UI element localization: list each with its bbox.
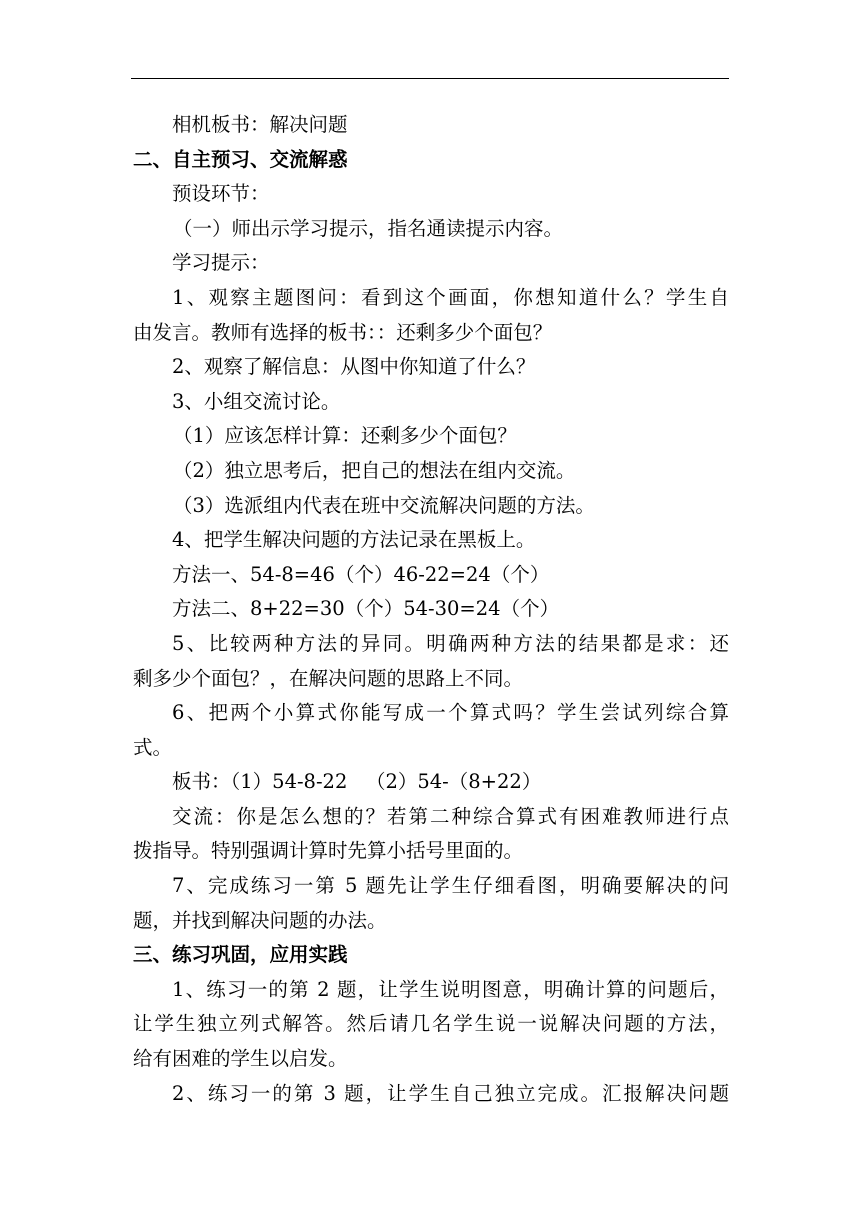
paragraph-line: 3、小组交流讨论。 (172, 389, 341, 413)
section-heading-3: 三、练习巩固，应用实践 (133, 943, 348, 967)
document-body (133, 108, 729, 1111)
paragraph-line: 剩多少个面包？，在解决问题的思路上不同。 (133, 666, 524, 690)
paragraph-line: 式。 (133, 735, 173, 759)
paragraph-line: 预设环节： (172, 182, 270, 206)
method-two-line: 方法二、8+22=30（个）54-30=24（个） (172, 597, 560, 621)
paragraph-line: 4、把学生解决问题的方法记录在黑板上。 (172, 528, 536, 552)
paragraph-line: 5、比较两种方法的异同。明确两种方法的结果都是求：还 (172, 631, 729, 655)
paragraph-line: 让学生独立列式解答。然后请几名学生说一说解决问题的方法， (133, 1012, 729, 1036)
paragraph-line: 6、把两个小算式你能写成一个算式吗？学生尝试列综合算 (172, 701, 729, 725)
method-one-line: 方法一、54-8=46（个）46-22=24（个） (172, 562, 550, 586)
paragraph-line: 2、练习一的第 3 题，让学生自己独立完成。汇报解决问题 (172, 1081, 729, 1105)
paragraph-line: 题，并找到解决问题的办法。 (133, 908, 387, 932)
header-rule (131, 78, 729, 79)
paragraph-line: 由发言。教师有选择的板书：：还剩多少个面包？ (133, 320, 553, 344)
paragraph-line: 拨指导。特别强调计算时先算小括号里面的。 (133, 839, 524, 863)
paragraph-line: （1）应该怎样计算：还剩多少个面包？ (173, 424, 517, 448)
paragraph-line: （一）师出示学习提示，指名通读提示内容。 (173, 216, 564, 240)
paragraph-line: 2、观察了解信息：从图中你知道了什么？ (172, 355, 536, 379)
paragraph-line: 1、观察主题图问：看到这个画面，你想知道什么？学生自 (172, 285, 729, 309)
paragraph-line: 给有困难的学生以启发。 (133, 1047, 348, 1071)
paragraph-line: （2）独立思考后，把自己的想法在组内交流。 (173, 458, 576, 482)
paragraph-line: 1、练习一的第 2 题，让学生说明图意，明确计算的问题后， (172, 977, 729, 1001)
section-heading-2: 二、自主预习、交流解惑 (133, 147, 348, 171)
paragraph-line: （3）选派组内代表在班中交流解决问题的方法。 (173, 493, 595, 517)
board-formula-line: 板书：（1）54-8-22 （2）54-（8+22） (172, 770, 542, 794)
paragraph-line: 学习提示： (172, 251, 270, 275)
paragraph-line: 交流：你是怎么想的？若第二种综合算式有困难教师进行点 (172, 804, 729, 828)
board-note-line: 相机板书：解决问题 (172, 113, 348, 136)
paragraph-line: 7、完成练习一第 5 题先让学生仔细看图，明确要解决的问 (172, 874, 729, 898)
